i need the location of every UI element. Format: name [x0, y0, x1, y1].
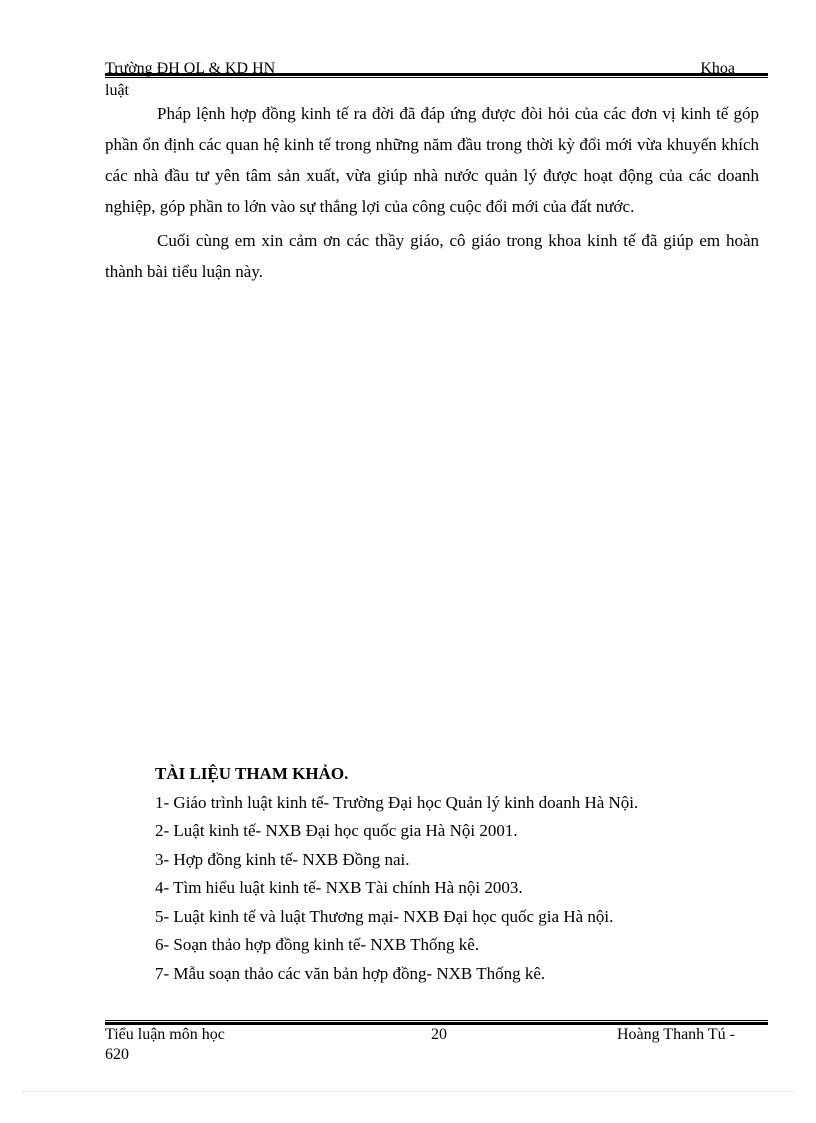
footer-author: Hoàng Thanh Tú - — [616, 1026, 735, 1043]
page-footer — [105, 1026, 735, 1046]
reference-item: 6- Soạn thảo hợp đồng kinh tế- NXB Thống kê. — [155, 935, 480, 954]
references-list — [155, 789, 759, 989]
page-bottom-border — [22, 1091, 794, 1092]
references-title: TÀI LIỆU THAM KHẢO. — [155, 764, 349, 783]
reference-item: 5- Luật kinh tế và luật Thương mại- NXB Đại học quốc gia Hà nội. — [155, 906, 614, 926]
footer-course: Tiểu luận môn học — [105, 1026, 225, 1043]
body-text — [105, 98, 759, 290]
paragraph-acknowledgement: Cuối cùng em xin cảm ơn các thầy giáo, cô giáo trong khoa kinh tế đã giúp em hoàn thành bài tiểu luận này. — [105, 231, 759, 281]
header-school: Trường ĐH QL & KD HN — [105, 60, 276, 77]
page-number: 20 — [431, 1026, 447, 1043]
reference-item: 1- Giáo trình luật kinh tế- Trường Đại học Quản lý kinh doanh Hà Nội. — [155, 792, 639, 812]
reference-item: 2- Luật kinh tế- NXB Đại học quốc gia Hà Nội 2001. — [155, 821, 518, 840]
footer-author-continuation: 620 — [105, 1046, 129, 1063]
references-section — [155, 760, 759, 988]
header-rule — [105, 73, 768, 78]
reference-item: 7- Mẫu soạn thảo các văn bản hợp đồng- NXB Thống kê. — [155, 963, 546, 983]
reference-item: 4- Tìm hiểu luật kinh tế- NXB Tài chính Hà nội 2003. — [155, 878, 523, 897]
paragraph-conclusion: Pháp lệnh hợp đồng kinh tế ra đời đã đáp ứng được đòi hỏi của các đơn vị kinh tế góp phần ổn định các quan hệ kinh tế trong những năm đầu trong thời kỳ đổi mới vừa khuyến khích các nhà đầu tư yên tâm sản xuất, vừa giúp nhà nước quản lý được hoạt động của các doanh nghiệp, góp phần to lớn vào sự thắng lợi của công cuộc đổi mới của đất nước. — [105, 104, 759, 216]
header-faculty-continuation: luật — [105, 82, 129, 99]
header-faculty: Khoa — [700, 60, 735, 77]
reference-item: 3- Hợp đồng kinh tế- NXB Đồng nai. — [155, 849, 410, 869]
footer-rule — [105, 1020, 768, 1025]
